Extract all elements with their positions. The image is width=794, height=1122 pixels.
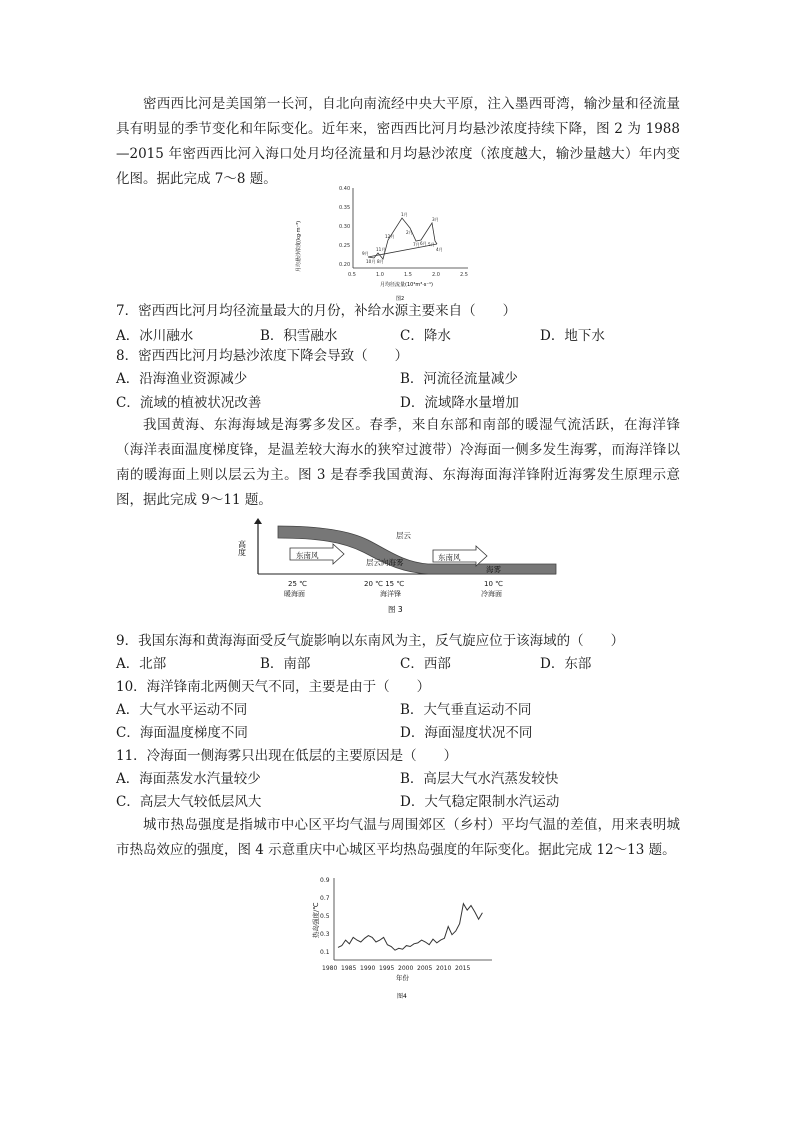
q10-option-b[interactable]: B．大气垂直运动不同 (400, 702, 532, 718)
fig4-caption: 图4 (397, 993, 407, 1000)
q10-options-row2 (116, 722, 696, 744)
q10-option-c[interactable]: C．海面温度梯度不同 (116, 725, 248, 741)
fig3-label-warm: 暖海面 (284, 590, 305, 598)
fig4-xtick: 1985 (341, 965, 357, 972)
q9-options (116, 653, 696, 675)
q11-option-a[interactable]: A．海面蒸发水汽量较少 (116, 771, 261, 787)
q7-option-b[interactable]: B．积雪融水 (260, 328, 338, 344)
q9-option-a[interactable]: A．北部 (116, 656, 167, 672)
q11-options-row1 (116, 768, 696, 790)
q11-option-b[interactable]: B．高层大气水汽蒸发较快 (400, 771, 559, 787)
fig4-xlabel: 年份 (396, 974, 409, 982)
fig2-xtick: 0.5 (348, 272, 356, 278)
fig2-xlabel: 月均径流量(10⁴m³·s⁻¹) (380, 282, 433, 288)
fig2-month-label: 10月 (366, 259, 376, 264)
fig3-label-cold: 冷海面 (481, 590, 502, 598)
q8-options-row2 (116, 392, 696, 414)
fig3-temp-front: 20 ℃ 15 ℃ (364, 580, 405, 588)
fig3-caption: 图 3 (388, 605, 403, 614)
q9-stem: 9．我国东海和黄海海面受反气旋影响以东南风为主，反气旋应位于该海域的（ ） (116, 633, 625, 649)
fig3-wind-label-2: 东南风 (438, 553, 461, 562)
fig2-month-label: 5月 (428, 242, 435, 247)
fig3-wind-label-1: 东南风 (296, 551, 319, 560)
q9-option-c[interactable]: C．西部 (400, 656, 451, 672)
fig4-series-line (338, 904, 482, 951)
fig2-caption: 图2 (396, 296, 405, 302)
q8-option-c[interactable]: C．流域的植被状况改善 (116, 395, 262, 411)
fig4-xtick: 2005 (417, 965, 433, 972)
fig3-label-front: 海洋锋 (380, 590, 401, 598)
fig4-ylabel: 热岛强度/℃ (312, 902, 320, 938)
q9-option-b[interactable]: B．南部 (260, 656, 311, 672)
q7-option-c[interactable]: C．降水 (400, 328, 451, 344)
fig2-month-label: 1月 (401, 212, 408, 217)
fig2-ytick: 0.35 (339, 205, 351, 211)
fig4-xtick: 1980 (322, 965, 338, 972)
q10-stem: 10．海洋锋南北两侧天气不同，主要是由于（ ） (116, 679, 431, 695)
q10-options-row1 (116, 699, 696, 721)
figure-2 (296, 178, 478, 308)
fig3-transition-label: 层云向海雾 (366, 558, 404, 567)
fig3-ylabel: 高度 (237, 540, 247, 556)
fig3-y-arrow (254, 518, 262, 524)
fig4-ytick: 0.9 (320, 877, 330, 884)
q7-option-a[interactable]: A．冰川融水 (116, 328, 194, 344)
fig2-loop (368, 218, 437, 259)
fig2-month-label: 11月 (376, 247, 386, 252)
fig4-xtick: 2010 (436, 965, 452, 972)
fig2-month-label: 6月 (420, 241, 427, 246)
q11-stem: 11．冷海面一侧海雾只出现在低层的主要原因是（ ） (116, 748, 458, 764)
fig3-temp-cold: 10 ℃ (484, 580, 503, 588)
q10-option-d[interactable]: D．海面湿度状况不同 (400, 725, 533, 741)
fig2-month-label: 4月 (436, 247, 443, 252)
fig3-fog-label: 海雾 (486, 565, 501, 574)
q7-stem: 7．密西西比河月均径流量最大的月份，补给水源主要来自（ ） (116, 303, 517, 319)
fig2-month-label: 9月 (362, 251, 369, 256)
q11-option-d[interactable]: D．大气稳定限制水汽运动 (400, 794, 560, 810)
fig4-ytick: 0.7 (320, 895, 330, 902)
fig3-temp-warm: 25 ℃ (288, 580, 307, 588)
q8-option-b[interactable]: B．河流径流量减少 (400, 371, 518, 387)
passage-2: 我国黄海、东海海域是海雾多发区。春季，来自东部和南部的暖湿气流活跃，在海洋锋（海洋表面温度梯度锋，是温差较大海水的狭窄过渡带）冷海面一侧多发生海雾，而海洋锋以南的暖海面上则以层云为主。图 3 是春季我国黄海、东海海面海洋锋附近海雾发生原理示意图，据此完成 9～11 题。 (116, 417, 680, 508)
q8-stem: 8．密西西比河月均悬沙浓度下降会导致（ ） (116, 348, 409, 364)
fig2-ytick: 0.30 (339, 224, 351, 230)
fig4-xtick: 2015 (455, 965, 471, 972)
fig2-ylabel: 月均悬沙浓度(kg·m⁻³) (296, 220, 302, 272)
fig4-ytick: 0.5 (320, 913, 330, 920)
fig2-month-label: 12月 (385, 234, 395, 239)
fig2-ytick: 0.20 (339, 262, 351, 268)
fig2-xtick: 1.0 (376, 272, 384, 278)
fig4-ytick: 0.3 (320, 931, 330, 938)
q9-option-d[interactable]: D．东部 (540, 656, 592, 672)
passage-3: 城市热岛强度是指城市中心区平均气温与周围郊区（乡村）平均气温的差值，用来表明城市热岛效应的强度，图 4 示意重庆中心城区平均热岛强度的年际变化。据此完成 12～13 题。 (116, 817, 680, 858)
passage-1: 密西西比河是美国第一长河，自北向南流经中央大平原，注入墨西哥湾，输沙量和径流量具有明显的季节变化和年际变化。近年来，密西西比河月均悬沙浓度持续下降，图 2 为 1988—2015 年密西西比河入海口处月均径流量和月均悬沙浓度（浓度越大，输沙量越大）年内变化图。据此完成 7～8 题。 (116, 96, 680, 187)
fig2-ytick: 0.25 (339, 243, 351, 249)
fig2-month-label: 8月 (377, 259, 384, 264)
fig2-month-label: 7月 (413, 242, 420, 247)
fig2-month-label: 3月 (432, 217, 439, 222)
fig4-xtick: 2000 (398, 965, 414, 972)
figure-3 (238, 516, 570, 616)
q8-option-d[interactable]: D．流域降水量增加 (400, 395, 519, 411)
fig4-xtick: 1995 (379, 965, 395, 972)
figure-4 (300, 872, 500, 1004)
q8-option-a[interactable]: A．沿海渔业资源减少 (116, 371, 248, 387)
fig2-xtick: 2.5 (460, 272, 468, 278)
q7-option-d[interactable]: D．地下水 (540, 328, 605, 344)
fig4-ytick: 0.1 (320, 949, 330, 956)
fig2-xtick: 2.0 (432, 272, 440, 278)
q8-options-row1 (116, 368, 696, 390)
fig2-month-label: 2月 (406, 230, 413, 235)
q10-option-a[interactable]: A．大气水平运动不同 (116, 702, 248, 718)
fig4-xtick: 1990 (360, 965, 376, 972)
fig2-xtick: 1.5 (404, 272, 412, 278)
q11-options-row2 (116, 791, 696, 813)
fig2-ytick: 0.40 (339, 186, 351, 192)
q7-options (116, 325, 696, 347)
q11-option-c[interactable]: C．高层大气较低层风大 (116, 794, 262, 810)
fig3-cloud-label: 层云 (396, 531, 411, 540)
